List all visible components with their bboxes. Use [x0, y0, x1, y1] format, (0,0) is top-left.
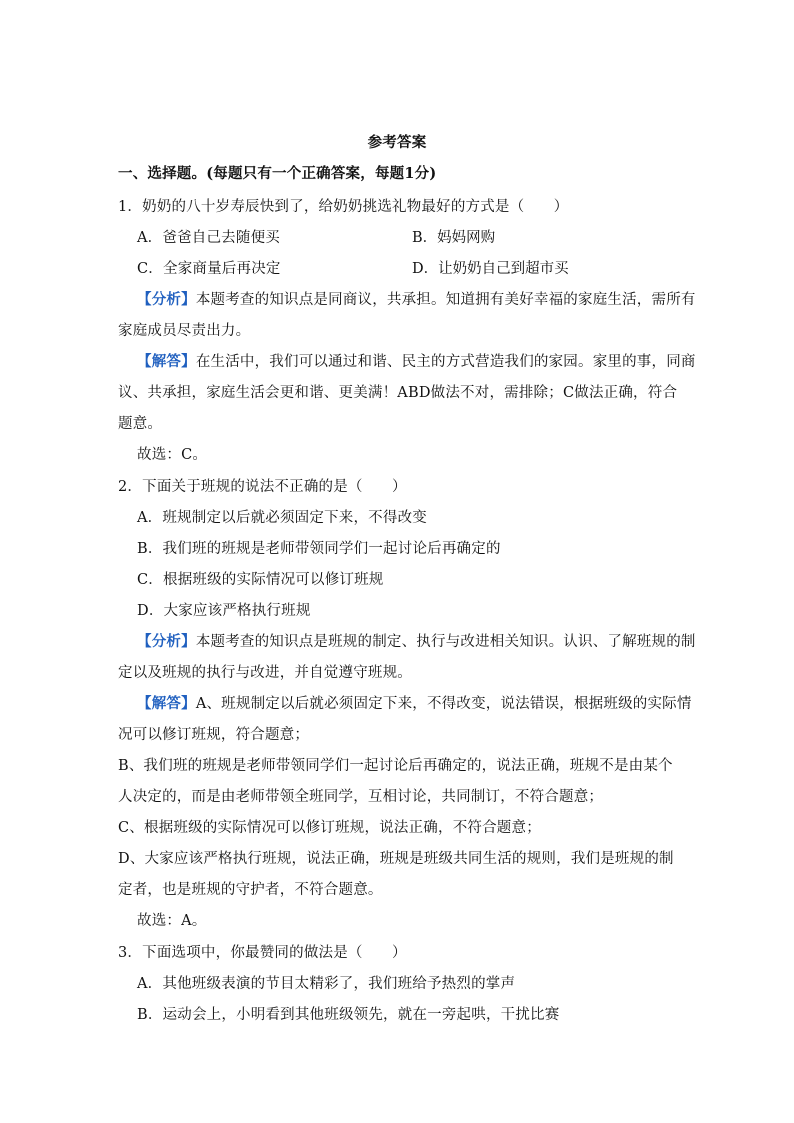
question-2-answer-cont: D、大家应该严格执行班规，说法正确，班规是班级共同生活的规则，我们是班规的制 [118, 851, 674, 867]
question-2-answer-cont: B、我们班的班规是老师带领同学们一起讨论后再确定的，说法正确，班规不是由某个 [118, 758, 673, 774]
question-2-answer-cont: 定者，也是班规的守护者，不符合题意。 [118, 882, 383, 898]
question-1-option-c: C．全家商量后再决定 [137, 261, 281, 277]
question-2-answer-cont: 况可以修订班规，符合题意； [118, 727, 310, 743]
question-1-option-a: A．爸爸自己去随便买 [137, 230, 280, 246]
question-3-option-b: B．运动会上，小明看到其他班级领先，就在一旁起哄，干扰比赛 [137, 1007, 560, 1023]
question-3-stem: 3．下面选项中，你最赞同的做法是（ ） [118, 945, 407, 961]
question-1-analysis [137, 290, 696, 310]
question-3-option-a: A．其他班级表演的节目太精彩了，我们班给予热烈的掌声 [137, 976, 516, 992]
question-2-answer-cont: C、根据班级的实际情况可以修订班规，说法正确，不符合题意； [118, 820, 541, 836]
analysis-text: 本题考查的知识点是同商议，共承担。知道拥有美好幸福的家庭生活，需所有 [195, 292, 696, 308]
question-2-answer [137, 694, 692, 714]
question-1-answer-cont: 题意。 [118, 416, 163, 432]
question-2-stem: 2．下面关于班规的说法不正确的是（ ） [118, 479, 407, 495]
question-2-option-a: A．班规制定以后就必须固定下来，不得改变 [137, 510, 427, 526]
analysis-tag: 【分析】 [137, 633, 196, 650]
answer-tag: 【解答】 [137, 695, 196, 712]
question-1-stem: 1．奶奶的八十岁寿辰快到了，给奶奶挑选礼物最好的方式是（ ） [118, 199, 569, 215]
question-2-analysis [137, 632, 696, 652]
question-2-result: 故选：A。 [137, 913, 207, 929]
question-1-option-b: B．妈妈网购 [412, 230, 496, 246]
answer-tag: 【解答】 [137, 353, 196, 370]
question-1-option-d: D．让奶奶自己到超市买 [412, 261, 569, 277]
question-1-answer-cont: 议、共承担，家庭生活会更和谐、更美满！ABD做法不对，需排除；C做法正确，符合 [118, 385, 678, 401]
question-2-option-c: C．根据班级的实际情况可以修订班规 [137, 572, 384, 588]
question-2-option-b: B．我们班的班规是老师带领同学们一起讨论后再确定的 [137, 541, 501, 557]
question-1-answer [137, 352, 696, 372]
analysis-text: 本题考查的知识点是班规的制定、执行与改进相关知识。认识、了解班规的制 [195, 634, 696, 650]
answer-text: 在生活中，我们可以通过和谐、民主的方式营造我们的家园。家里的事，同商 [195, 354, 696, 370]
question-1-result: 故选：C。 [137, 447, 208, 463]
section-heading: 一、选择题。(每题只有一个正确答案，每题1分) [118, 165, 437, 182]
page-title: 参考答案 [367, 134, 427, 151]
question-1-analysis-cont: 家庭成员尽责出力。 [118, 323, 251, 339]
question-2-option-d: D．大家应该严格执行班规 [137, 603, 311, 619]
question-2-answer-cont: 人决定的，而是由老师带领全班同学，互相讨论，共同制订，不符合题意； [118, 789, 604, 805]
analysis-tag: 【分析】 [137, 291, 196, 308]
answer-text: A、班规制定以后就必须固定下来，不得改变，说法错误，根据班级的实际情 [195, 696, 692, 712]
question-2-analysis-cont: 定以及班规的执行与改进，并自觉遵守班规。 [118, 665, 412, 681]
